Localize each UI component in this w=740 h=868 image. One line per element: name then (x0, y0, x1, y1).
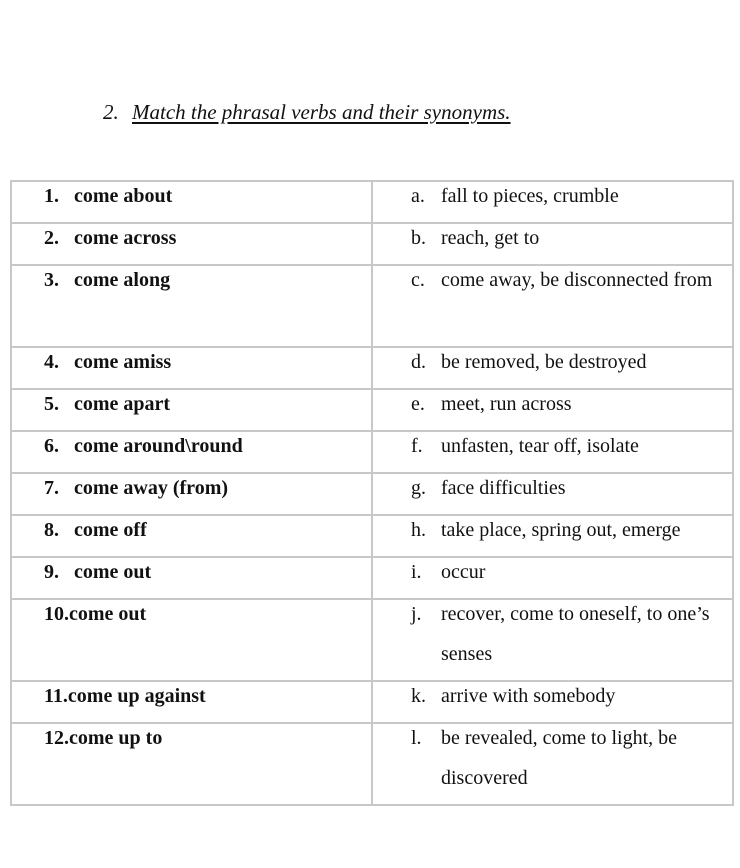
phrasal-verb: come up against (67, 685, 206, 707)
verb-number: 6. (44, 435, 59, 457)
synonym-cell (372, 557, 733, 599)
synonym-cell (372, 431, 733, 473)
verb-number: 8. (44, 519, 59, 541)
table-row (11, 681, 733, 723)
exercise-instruction: Match the phrasal verbs and their synonyms. (132, 100, 511, 124)
verb-cell (11, 389, 372, 431)
phrasal-verb: come along (74, 269, 171, 291)
verb-cell (11, 557, 372, 599)
table-row (11, 515, 733, 557)
table-row (11, 431, 733, 473)
synonym-text: face difficulties (441, 477, 566, 499)
verb-cell (11, 681, 372, 723)
verb-number: 3. (44, 269, 59, 291)
verb-cell (11, 473, 372, 515)
synonym-text: recover, come to oneself, to one’s senses (441, 603, 710, 665)
synonym-text: come away, be disconnected from (441, 269, 713, 291)
phrasal-verb: come around\round (74, 435, 243, 457)
table-row (11, 599, 733, 681)
verb-number: 7. (44, 477, 59, 499)
synonym-cell (372, 181, 733, 223)
verb-number: 5. (44, 393, 59, 415)
matching-table (10, 180, 734, 806)
synonym-cell (372, 347, 733, 389)
synonym-cell (372, 265, 733, 347)
synonym-cell (372, 681, 733, 723)
verb-number: 9. (44, 561, 59, 583)
phrasal-verb: come off (74, 519, 147, 541)
synonym-cell (372, 473, 733, 515)
verb-number: 4. (44, 351, 59, 373)
synonym-text: reach, get to (441, 227, 540, 249)
table-row (11, 723, 733, 805)
synonym-cell (372, 723, 733, 805)
synonym-letter: e. (411, 393, 425, 415)
synonym-letter: k. (411, 685, 426, 707)
synonym-letter: d. (411, 351, 426, 373)
synonym-text: meet, run across (441, 393, 572, 415)
phrasal-verb: come about (74, 185, 173, 207)
synonym-letter: i. (411, 561, 422, 583)
synonym-letter: b. (411, 227, 426, 249)
synonym-letter: g. (411, 477, 426, 499)
synonym-text: arrive with somebody (441, 685, 616, 707)
synonym-letter: h. (411, 519, 426, 541)
verb-cell (11, 181, 372, 223)
table-row (11, 557, 733, 599)
verb-cell (11, 431, 372, 473)
verb-cell (11, 223, 372, 265)
synonym-text: unfasten, tear off, isolate (441, 435, 639, 457)
synonym-letter: a. (411, 185, 425, 207)
synonym-text: be revealed, come to light, be discovered (441, 727, 678, 789)
phrasal-verb: come amiss (74, 351, 172, 373)
phrasal-verb: come apart (74, 393, 171, 415)
verb-cell (11, 599, 372, 681)
synonym-text: be removed, be destroyed (441, 351, 647, 373)
verb-number: 12. (44, 727, 69, 749)
verb-cell (11, 347, 372, 389)
synonym-cell (372, 389, 733, 431)
verb-number: 11. (44, 685, 68, 707)
synonym-letter: l. (411, 727, 422, 749)
verb-number: 10. (44, 603, 69, 625)
table-row (11, 473, 733, 515)
table-row (11, 181, 733, 223)
synonym-cell (372, 599, 733, 681)
verb-number: 2. (44, 227, 59, 249)
phrasal-verb: come up to (69, 727, 163, 749)
synonym-text: occur (441, 561, 486, 583)
verb-number: 1. (44, 185, 59, 207)
phrasal-verb: come away (from) (74, 477, 229, 499)
verb-cell (11, 515, 372, 557)
verb-cell (11, 723, 372, 805)
exercise-heading (103, 100, 511, 125)
synonym-cell (372, 515, 733, 557)
table-row (11, 347, 733, 389)
exercise-number: 2. (103, 100, 119, 124)
synonym-text: fall to pieces, crumble (441, 185, 619, 207)
synonym-cell (372, 223, 733, 265)
synonym-letter: f. (411, 435, 423, 457)
table-row (11, 265, 733, 347)
verb-cell (11, 265, 372, 347)
table-row (11, 223, 733, 265)
table-row (11, 389, 733, 431)
synonym-letter: j. (411, 603, 422, 625)
synonym-letter: c. (411, 269, 425, 291)
phrasal-verb: come out (69, 603, 147, 625)
synonym-text: take place, spring out, emerge (441, 519, 681, 541)
phrasal-verb: come out (74, 561, 152, 583)
phrasal-verb: come across (74, 227, 177, 249)
